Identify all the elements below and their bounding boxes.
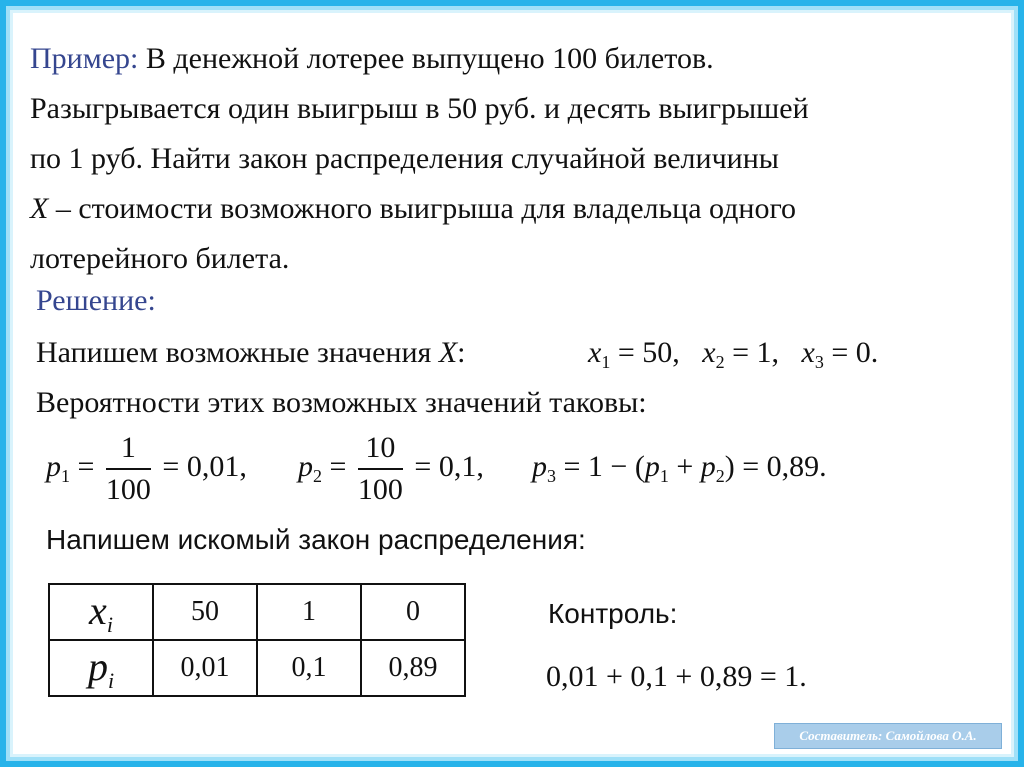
author-footer: Составитель: Самойлова О.А. [774, 723, 1002, 749]
control-equation: 0,01 + 0,1 + 0,89 = 1. [546, 660, 807, 693]
problem-line-4: X – стоимости возможного выигрыша для владельца одного [30, 192, 797, 225]
problem-line-1: Пример: В денежной лотерее выпущено 100 билетов. [30, 42, 714, 75]
table-cell: 1 [257, 584, 361, 640]
table-cell: 0,89 [361, 640, 465, 696]
problem-line-2: Разыгрывается один выигрыш в 50 руб. и десять выигрышей [30, 92, 809, 125]
probabilities-sentence: Вероятности этих возможных значений таковы: [36, 386, 647, 419]
table-cell: 0 [361, 584, 465, 640]
header-pi: $p_i$ [49, 640, 153, 696]
table-cell: 50 [153, 584, 257, 640]
distribution-table [48, 583, 466, 697]
table-row-x [49, 584, 465, 640]
law-sentence: Напишем искомый закон распределения: [46, 524, 586, 555]
problem-text [30, 34, 990, 284]
p2-fraction: $\frac{10}{100}$ [358, 428, 403, 510]
p1-formula: $p_1$ = $\frac{1}{100}$ = 0,01, [46, 428, 247, 510]
values-sentence: Напишем возможные значения X: [36, 336, 466, 369]
problem-line-3: по 1 руб. Найти закон распределения случайной величины [30, 142, 779, 175]
header-xi: $x_i$ [49, 584, 153, 640]
problem-line-5: лотерейного билета. [30, 242, 290, 275]
p3-formula: $p_3 = 1 - (p_1 + p_2) = 0,89$. [532, 450, 827, 486]
control-label: Контроль: [548, 598, 678, 629]
p1-fraction: $\frac{1}{100}$ [106, 428, 151, 510]
table-row-p [49, 640, 465, 696]
solution-label: Решение: [36, 284, 156, 317]
problem-label: Пример: [30, 42, 139, 75]
p2-formula: $p_2$ = $\frac{10}{100}$ = 0,1, [298, 428, 484, 510]
table-cell: 0,01 [153, 640, 257, 696]
values-formula: $x_1 = 50$, $x_2 = 1$, $x_3 = 0$. [588, 336, 879, 372]
table-cell: 0,1 [257, 640, 361, 696]
